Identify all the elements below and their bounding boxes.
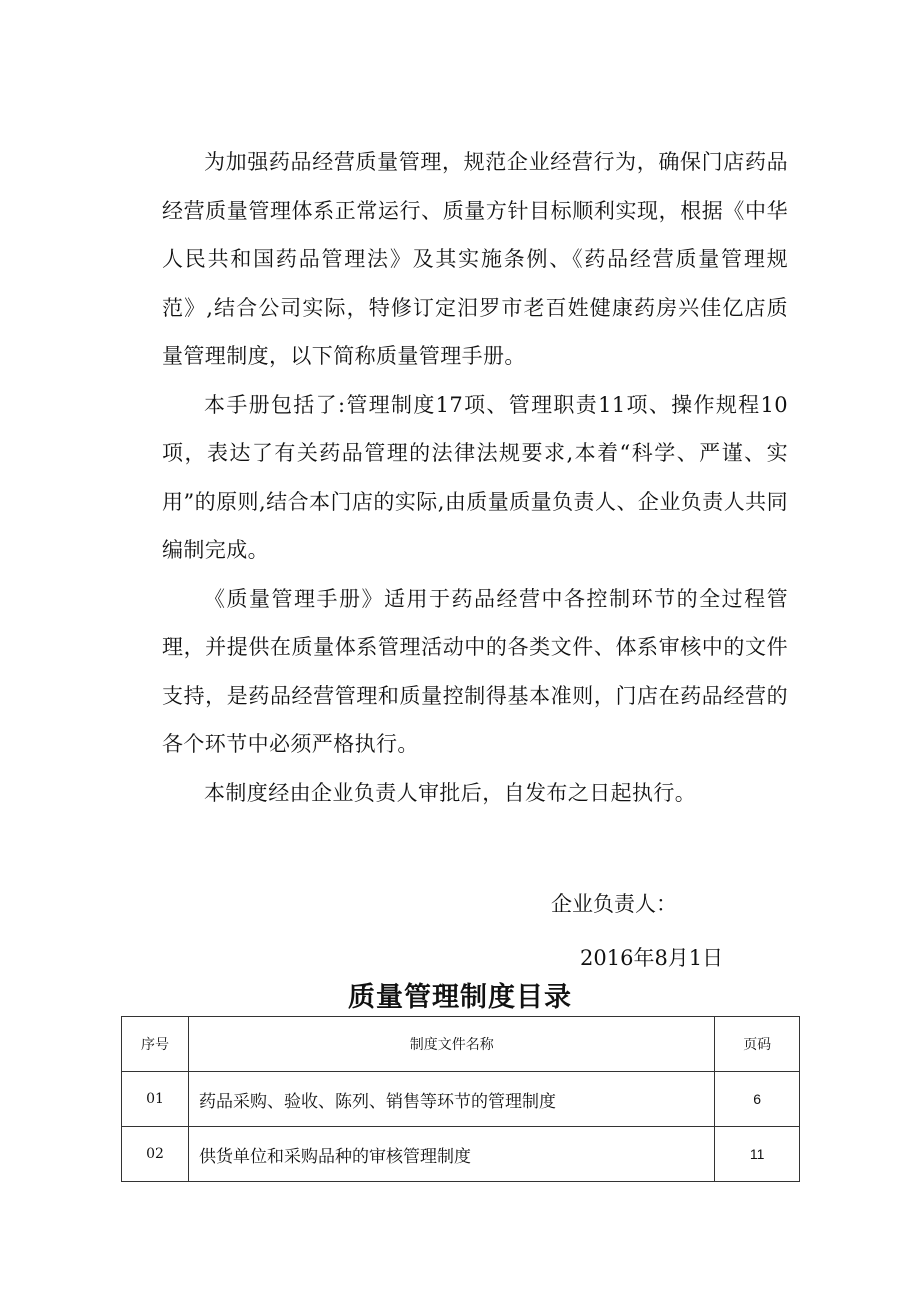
toc-header-row [122,1017,800,1072]
table-row [122,1072,800,1127]
toc-title: 质量管理制度目录 [348,982,572,1013]
table-row [122,1127,800,1182]
toc-row-page: 11 [715,1127,800,1182]
preface-paragraph-2: 本手册包括了:管理制度17项、管理职责11项、操作规程10项，表达了有关药品管理的法律法规要求,本着“科学、严谨、实用”的原则,结合本门店的实际,由质量质量负责人、企业负责人共同编制完成。 [162,392,788,562]
toc-header-name: 制度文件名称 [189,1017,715,1072]
preface-paragraph-1: 为加强药品经营质量管理，规范企业经营行为，确保门店药品经营质量管理体系正常运行、质量方针目标顺利实现，根据《中华人民共和国药品管理法》及其实施条例、《药品经营质量管理规范》,结合公司实际，特修订定汨罗市老百姓健康药房兴佳亿店质量管理制度，以下简称质量管理手册。 [162,150,788,368]
signer-label: 企业负责人： [551,892,677,916]
toc-row-name: 供货单位和采购品种的审核管理制度 [189,1127,715,1182]
document-date: 2016年8月1日 [580,946,724,970]
preface-paragraph-4: 本制度经由企业负责人审批后，自发布之日起执行。 [204,780,697,805]
preface-body [162,138,788,817]
toc-row-name: 药品采购、验收、陈列、销售等环节的管理制度 [189,1072,715,1127]
toc-header-page: 页码 [715,1017,800,1072]
preface-paragraph-3: 《质量管理手册》适用于药品经营中各控制环节的全过程管理，并提供在质量体系管理活动中的各类文件、体系审核中的文件支持，是药品经营管理和质量控制得基本准则，门店在药品经营的各个环节中必须严格执行。 [162,586,788,756]
toc-row-page: 6 [715,1072,800,1127]
toc-row-no: 01 [122,1072,189,1127]
toc-header-no: 序号 [122,1017,189,1072]
toc-row-no: 02 [122,1127,189,1182]
toc-table [121,1016,800,1182]
